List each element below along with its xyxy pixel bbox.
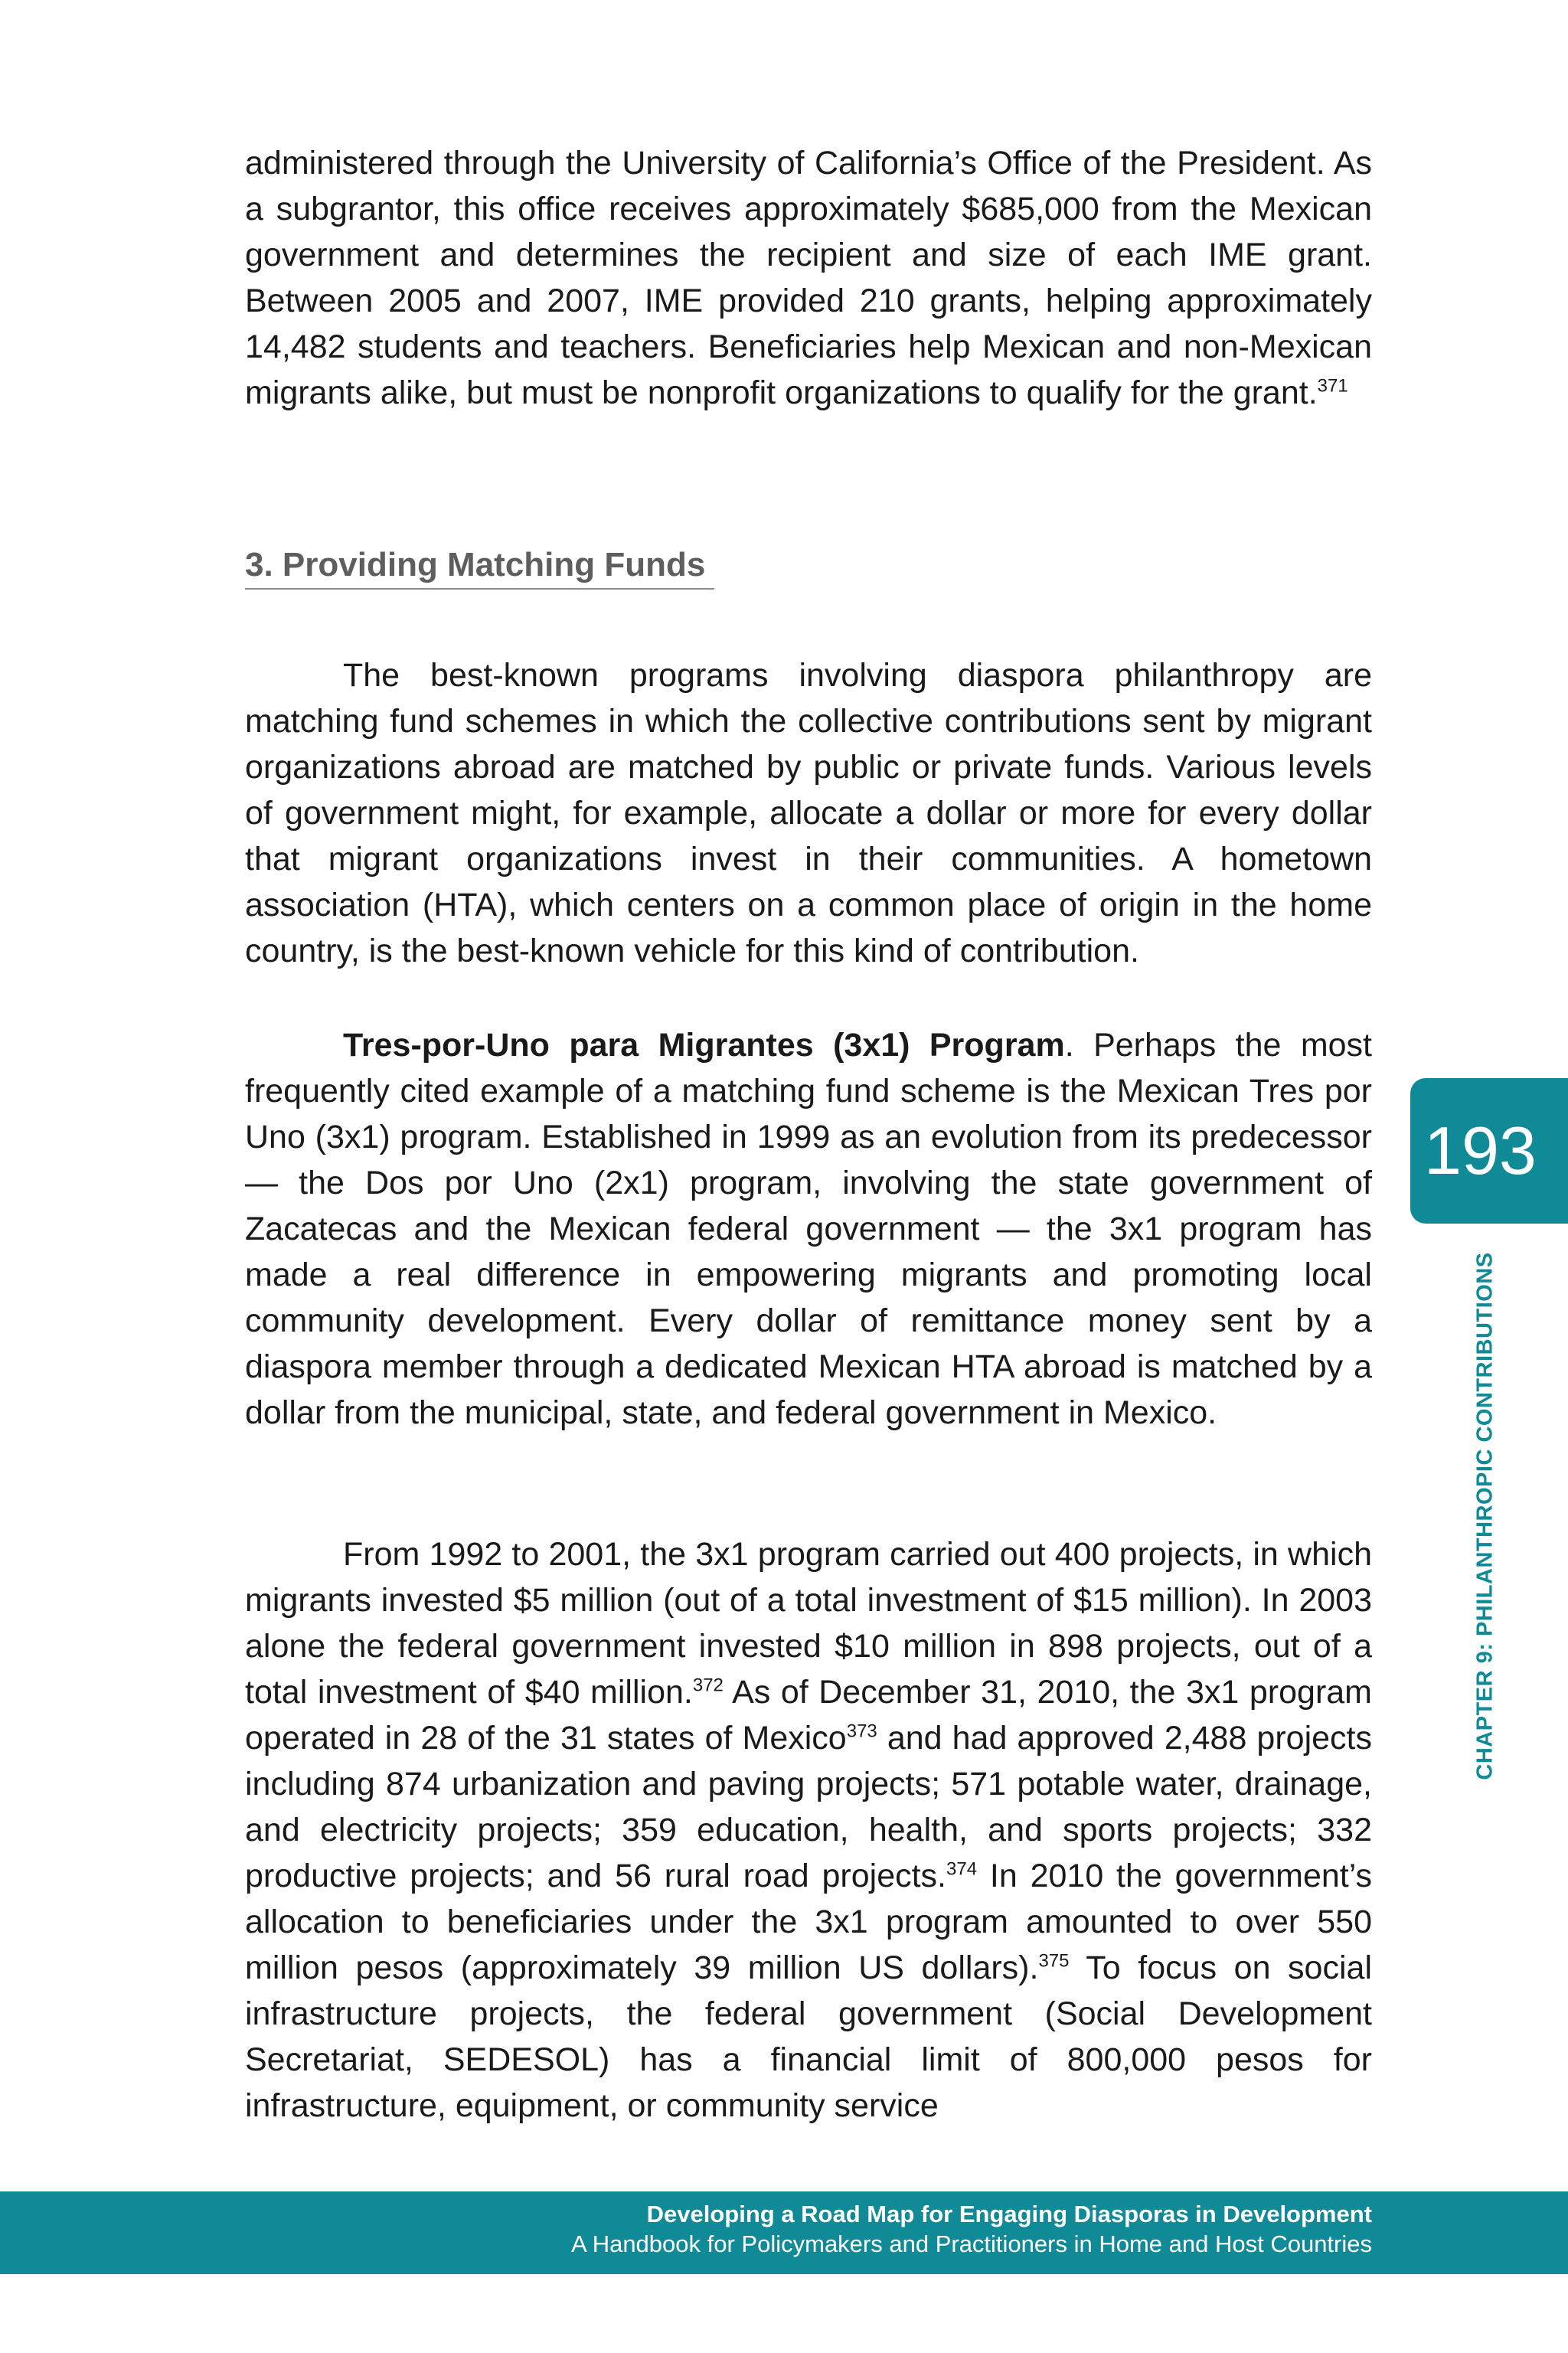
footnote-ref-373: 373	[846, 1721, 877, 1742]
paragraph-3x1-statistics	[245, 1531, 1372, 2129]
footer-book-subtitle: A Handbook for Policymakers and Practitioners in Home and Host Countries	[571, 2230, 1372, 2257]
page-number: 193	[1410, 1078, 1568, 1224]
paragraph-matching-funds-text: The best-known programs involving diaspora philanthropy are matching fund schemes in which the collective contributions sent by migrant organizations abroad are matched by public or private funds. Various levels of government might, for example, allocate a dollar or more for every dollar that migrant organizations invest in their communities. A hometown association (HTA), which centers on a common place of origin in the home country, is the best-known vehicle for this kind of contribution.	[245, 657, 1372, 969]
paragraph-intro	[245, 140, 1372, 416]
footnote-ref-374: 374	[946, 1858, 978, 1880]
stats-text-2: As of December 31, 2010, the 3x1 program operated in 28 of the 31 states of Mexico	[245, 1674, 1372, 1757]
paragraph-intro-text: administered through the University of California’s Office of the President. As a subgrantor, this office receives approximately $685,000 from the Mexican government and determines the recipient and size of each IME grant. Between 2005 and 2007, IME provided 210 grants, helping approximately 14,482 students and teachers. Beneficiaries help Mexican and non-Mexican migrants alike, but must be nonprofit organizations to qualify for the grant.	[245, 145, 1372, 411]
footnote-ref-375: 375	[1038, 1950, 1070, 1972]
section-heading: 3. Providing Matching Funds	[245, 542, 714, 590]
stats-text-1: From 1992 to 2001, the 3x1 program carried out 400 projects, in which migrants invested $5 million (out of a total investment of $15 million). In 2003 alone the federal government invested $10 million in 898 projects, out of a total investment of $40 million.	[245, 1536, 1372, 1711]
paragraph-3x1-program	[245, 1022, 1372, 1436]
footnote-ref-371: 371	[1317, 375, 1348, 397]
program-title: Tres-por-Uno para Migrantes (3x1) Program	[343, 1027, 1065, 1064]
stats-text-4: In 2010 the government’s allocation to beneficiaries under the 3x1 program amounted to over 550 million pesos (approximately 39 million US dollars).	[245, 1858, 1373, 1986]
footnote-ref-372: 372	[692, 1675, 724, 1696]
paragraph-matching-funds	[245, 652, 1372, 974]
footer-book-title: Developing a Road Map for Engaging Diasporas in Development	[646, 2201, 1372, 2227]
stats-text-3: and had approved 2,488 projects including 874 urbanization and paving projects; 571 potable water, drainage, and electricity projects; 359 education, health, and sports projects; 332 productive projects; and 56 rural road projects.	[245, 1720, 1372, 1894]
paragraph-3x1-text: . Perhaps the most frequently cited example of a matching fund scheme is the Mexican Tres por Uno (3x1) program. Established in 1999 as an evolution from its predecessor — the Dos por Uno (2x1) program, involving the state government of Zacatecas and the Mexican federal government — the 3x1 program has made a real difference in empowering migrants and promoting local community development. Every dollar of remittance money sent by a diaspora member through a dedicated Mexican HTA abroad is matched by a dollar from the municipal, state, and federal government in Mexico.	[245, 1027, 1373, 1431]
stats-text-5: To focus on social infrastructure projects, the federal government (Social Development Secretariat, SEDESOL) has a financial limit of 800,000 pesos for infrastructure, equipment, or community service	[245, 1949, 1372, 2124]
chapter-label: CHAPTER 9: PHILANTHROPIC CONTRIBUTIONS	[1472, 1252, 1498, 1780]
